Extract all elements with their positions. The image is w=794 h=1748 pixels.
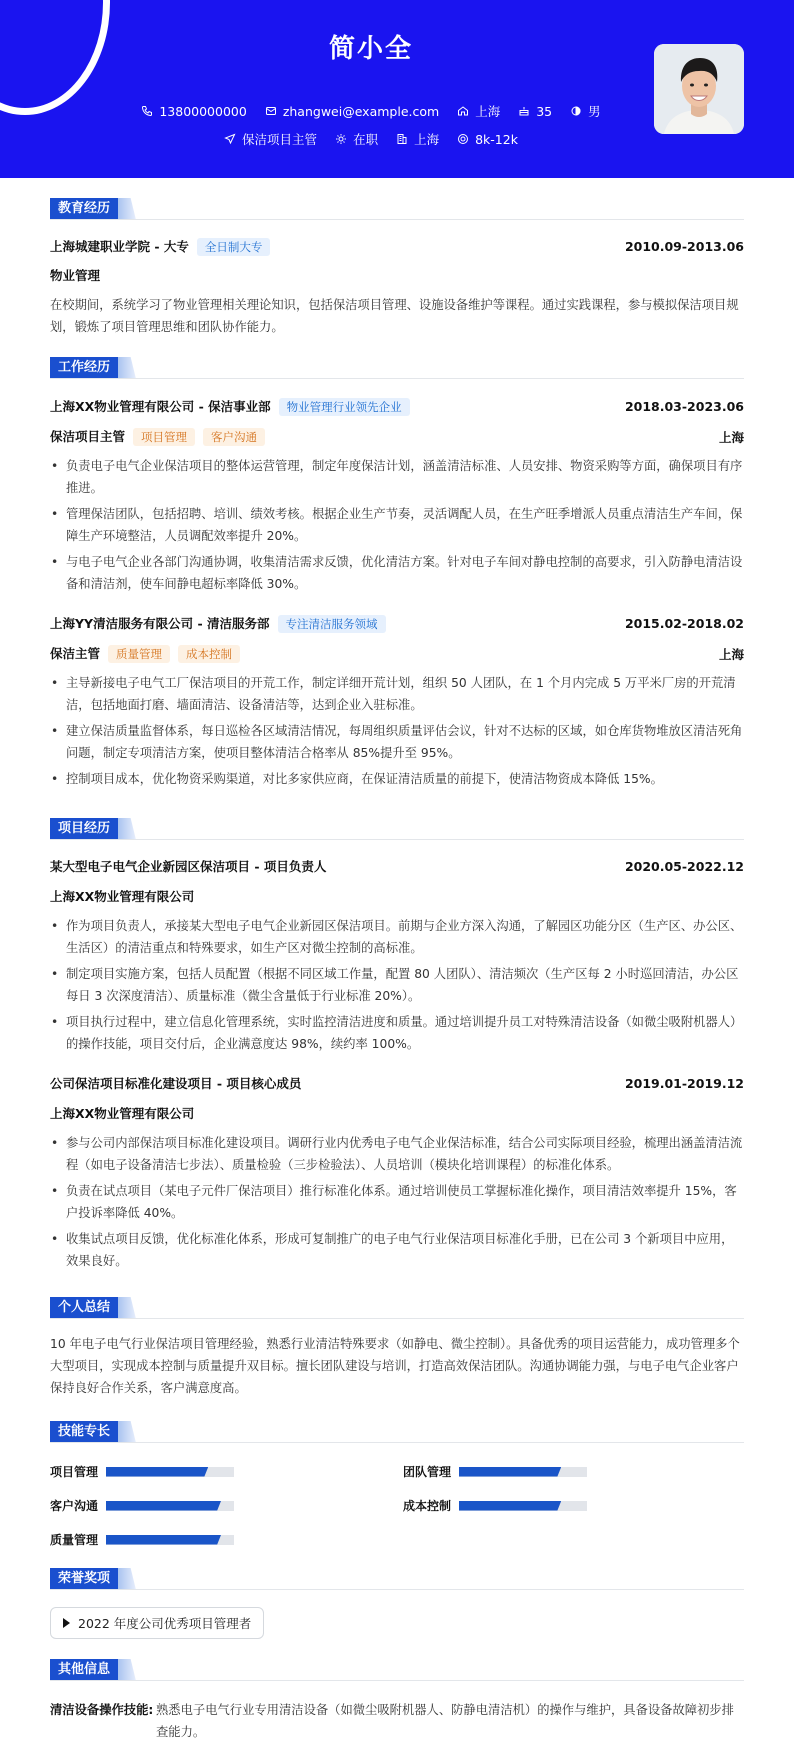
skill-tag: 质量管理 [108, 645, 170, 663]
project-header-2 [50, 1074, 744, 1092]
gender-icon [570, 105, 582, 117]
status-text: 在职 [353, 132, 379, 147]
company-name: 上海YY清洁服务有限公司 - 清洁服务部 [50, 616, 270, 631]
profile-photo [654, 44, 744, 134]
education-date: 2010.09-2013.06 [624, 239, 744, 254]
skill-tag: 成本控制 [178, 645, 240, 663]
section-title-education: 教育经历 [50, 198, 136, 220]
skill-name: 客户沟通 [50, 1499, 99, 1513]
divider [50, 1442, 744, 1443]
age-item [518, 104, 552, 119]
divider [50, 839, 744, 840]
work-role-row-1 [50, 427, 744, 446]
target-role-item [224, 130, 317, 148]
skill-bar [106, 1535, 234, 1545]
project-company-row-2 [50, 1104, 744, 1122]
phone-text: 13800000000 [159, 103, 247, 119]
phone-icon [141, 105, 153, 117]
gender-item [570, 102, 601, 120]
skill-bar [106, 1467, 234, 1477]
gender-text: 男 [588, 104, 601, 119]
project-title: 某大型电子电气企业新园区保洁项目 - 项目负责人 [50, 859, 327, 874]
work-bullet: • 与电子电气企业各部门沟通协调，收集清洁需求反馈，优化清洁方案。针对电子车间对静电控制的高要求，引入防静电清洁设备和清洁剂，使车间静电超标率降低 30%。 [50, 551, 744, 595]
skill-item [50, 1531, 234, 1548]
section-title-summary: 个人总结 [50, 1297, 136, 1319]
email-text: zhangwei@example.com [282, 103, 440, 119]
company-tag: 物业管理行业领先企业 [279, 398, 410, 416]
other-info [50, 1699, 744, 1743]
divider [50, 219, 744, 220]
target-role-text: 保洁项目主管 [242, 132, 318, 147]
education-header [50, 237, 744, 256]
skill-item [50, 1497, 234, 1514]
work-bullet: • 控制项目成本，优化物资采购渠道，对比多家供应商，在保证清洁质量的前提下，使清洁物资成本降低 15%。 [50, 768, 744, 790]
job-role: 保洁项目主管 [50, 429, 126, 444]
skill-item [403, 1463, 587, 1480]
education-tag: 全日制大专 [197, 238, 271, 256]
divider [50, 378, 744, 379]
section-title-awards: 荣誉奖项 [50, 1568, 136, 1590]
work-date: 2018.03-2023.06 [624, 399, 744, 414]
skill-bar [106, 1501, 234, 1511]
salary-item [457, 132, 518, 147]
intent-row [0, 130, 742, 148]
section-title-skills: 技能专长 [50, 1421, 136, 1443]
work-city: 上海 [718, 429, 744, 445]
divider [50, 1680, 744, 1681]
skill-fill [459, 1501, 561, 1511]
education-description: 在校期间，系统学习了物业管理相关理论知识，包括保洁项目管理、设施设备维护等课程。通过实践课程，参与模拟保洁项目规划，锻炼了项目管理思维和团队协作能力。 [50, 298, 739, 334]
other-info-key: 清洁设备操作技能: [50, 1703, 154, 1717]
email-item [265, 104, 439, 119]
home-icon [457, 105, 469, 117]
coin-icon [457, 133, 469, 145]
other-info-value: 熟悉电子电气行业专用清洁设备（如微尘吸附机器人、防静电清洁机）的操作与维护，具备设备故障初步排查能力。 [156, 1703, 734, 1739]
project-bullet: • 项目执行过程中，建立信息化管理系统，实时监控清洁进度和质量。通过培训提升员工对特殊清洁设备（如微尘吸附机器人）的操作技能，项目交付后，企业满意度达 98%，续约率 100%。 [50, 1011, 744, 1055]
divider [50, 1318, 744, 1319]
skill-tag: 项目管理 [133, 428, 195, 446]
skill-name: 成本控制 [403, 1499, 452, 1513]
target-city-text: 上海 [414, 132, 440, 147]
skill-fill [106, 1535, 221, 1545]
skill-fill [459, 1467, 561, 1477]
status-item [335, 130, 378, 148]
project-bullet: • 负责在试点项目（某电子元件厂保洁项目）推行标准化体系。通过培训使员工掌握标准化操作，项目清洁效率提升 15%，客户投诉率降低 40%。 [50, 1180, 744, 1224]
skill-name: 项目管理 [50, 1465, 99, 1479]
skill-name: 团队管理 [403, 1465, 452, 1479]
project-header-1 [50, 857, 744, 875]
job-role: 保洁主管 [50, 646, 101, 661]
education-major-row [50, 266, 744, 284]
skill-bar [459, 1501, 587, 1511]
work-bullet: • 主导新接电子电气工厂保洁项目的开荒工作，制定详细开荒计划，组织 50 人团队，在 1 个月内完成 5 万平米厂房的开荒清洁，包括地面打磨、墙面清洁、设备清洁等，达到企业入驻标准。 [50, 672, 744, 716]
skill-fill [106, 1501, 221, 1511]
resume-header [0, 0, 794, 178]
mail-icon [265, 105, 277, 117]
send-icon [224, 133, 236, 145]
project-date: 2020.05-2022.12 [624, 858, 744, 874]
section-title-work: 工作经历 [50, 357, 136, 379]
skill-bar [459, 1467, 587, 1477]
award-item [50, 1607, 264, 1639]
sun-icon [335, 133, 347, 145]
skill-fill [106, 1467, 208, 1477]
work-header-1 [50, 397, 744, 416]
project-company: 上海XX物业管理有限公司 [50, 889, 195, 904]
cake-icon [518, 105, 530, 117]
education-major: 物业管理 [50, 268, 101, 283]
skill-name: 质量管理 [50, 1533, 99, 1547]
divider [50, 1589, 744, 1590]
award-text: 2022 年度公司优秀项目管理者 [78, 1616, 252, 1631]
summary-text: 10 年电子电气行业保洁项目管理经验，熟悉行业清洁特殊要求（如静电、微尘控制）。具备优秀的项目运营能力，成功管理多个大型项目，实现成本控制与质量提升双目标。擅长团队建设与培训，打造高效保洁团队。沟通协调能力强，与电子电气企业客户保持良好合作关系，客户满意度高。 [50, 1337, 740, 1395]
work-date: 2015.02-2018.02 [624, 616, 744, 631]
skill-item [50, 1463, 234, 1480]
project-bullet: • 参与公司内部保洁项目标准化建设项目。调研行业内优秀电子电气企业保洁标准，结合公司实际项目经验，梳理出涵盖清洁流程（如电子设备清洁七步法）、质量检验（三步检验法）、人员培训（模块化培训课程）的标准化体系。 [50, 1132, 744, 1176]
play-icon [63, 1618, 70, 1628]
phone-item [141, 104, 246, 119]
age-text: 35 [536, 103, 553, 119]
candidate-name: 简小全 [328, 34, 413, 64]
work-role-row-2 [50, 644, 744, 663]
skill-item [403, 1497, 587, 1514]
salary-text: 8k-12k [475, 131, 518, 147]
company-name: 上海XX物业管理有限公司 - 保洁事业部 [50, 399, 271, 414]
work-header-2 [50, 614, 744, 633]
skill-tag: 客户沟通 [203, 428, 265, 446]
work-bullet: • 负责电子电气企业保洁项目的整体运营管理，制定年度保洁计划，涵盖清洁标准、人员安排、物资采购等方面，确保项目有序推进。 [50, 455, 744, 499]
building-icon [396, 133, 408, 145]
project-title: 公司保洁项目标准化建设项目 - 项目核心成员 [50, 1076, 302, 1091]
project-bullet: • 收集试点项目反馈，优化标准化体系，形成可复制推广的电子电气行业保洁项目标准化手册，已在公司 3 个新项目中应用，效果良好。 [50, 1228, 744, 1272]
section-title-other: 其他信息 [50, 1659, 136, 1681]
project-date: 2019.01-2019.12 [624, 1075, 744, 1091]
target-city-item [396, 130, 439, 148]
work-bullet: • 管理保洁团队，包括招聘、培训、绩效考核。根据企业生产节奏，灵活调配人员，在生产旺季增派人员重点清洁生产车间，保障生产环境整洁，人员调配效率提升 20%。 [50, 503, 744, 547]
work-bullet: • 建立保洁质量监督体系，每日巡检各区域清洁情况，每周组织质量评估会议，针对不达标的区域，如仓库货物堆放区清洁死角问题，制定专项清洁方案，使项目整体清洁合格率从 85%提升至 95%。 [50, 720, 744, 764]
company-tag: 专注清洁服务领域 [278, 615, 386, 633]
location-item [457, 102, 500, 120]
work-city: 上海 [718, 646, 744, 662]
project-bullet: • 制定项目实施方案，包括人员配置（根据不同区域工作量，配置 80 人团队）、清洁频次（生产区每 2 小时巡回清洁，办公区每日 3 次深度清洁）、质量标准（微尘含量低于行业标准 20%）。 [50, 963, 744, 1007]
location-text: 上海 [475, 104, 501, 119]
project-company: 上海XX物业管理有限公司 [50, 1106, 195, 1121]
project-bullet: • 作为项目负责人，承接某大型电子电气企业新园区保洁项目。前期与企业方深入沟通，了解园区功能分区（生产区、办公区、生活区）的清洁重点和特殊要求，如生产区对微尘控制的高标准。 [50, 915, 744, 959]
contact-row [0, 102, 742, 120]
project-company-row-1 [50, 887, 744, 905]
school-name: 上海城建职业学院 - 大专 [50, 239, 189, 254]
section-title-projects: 项目经历 [50, 818, 136, 840]
